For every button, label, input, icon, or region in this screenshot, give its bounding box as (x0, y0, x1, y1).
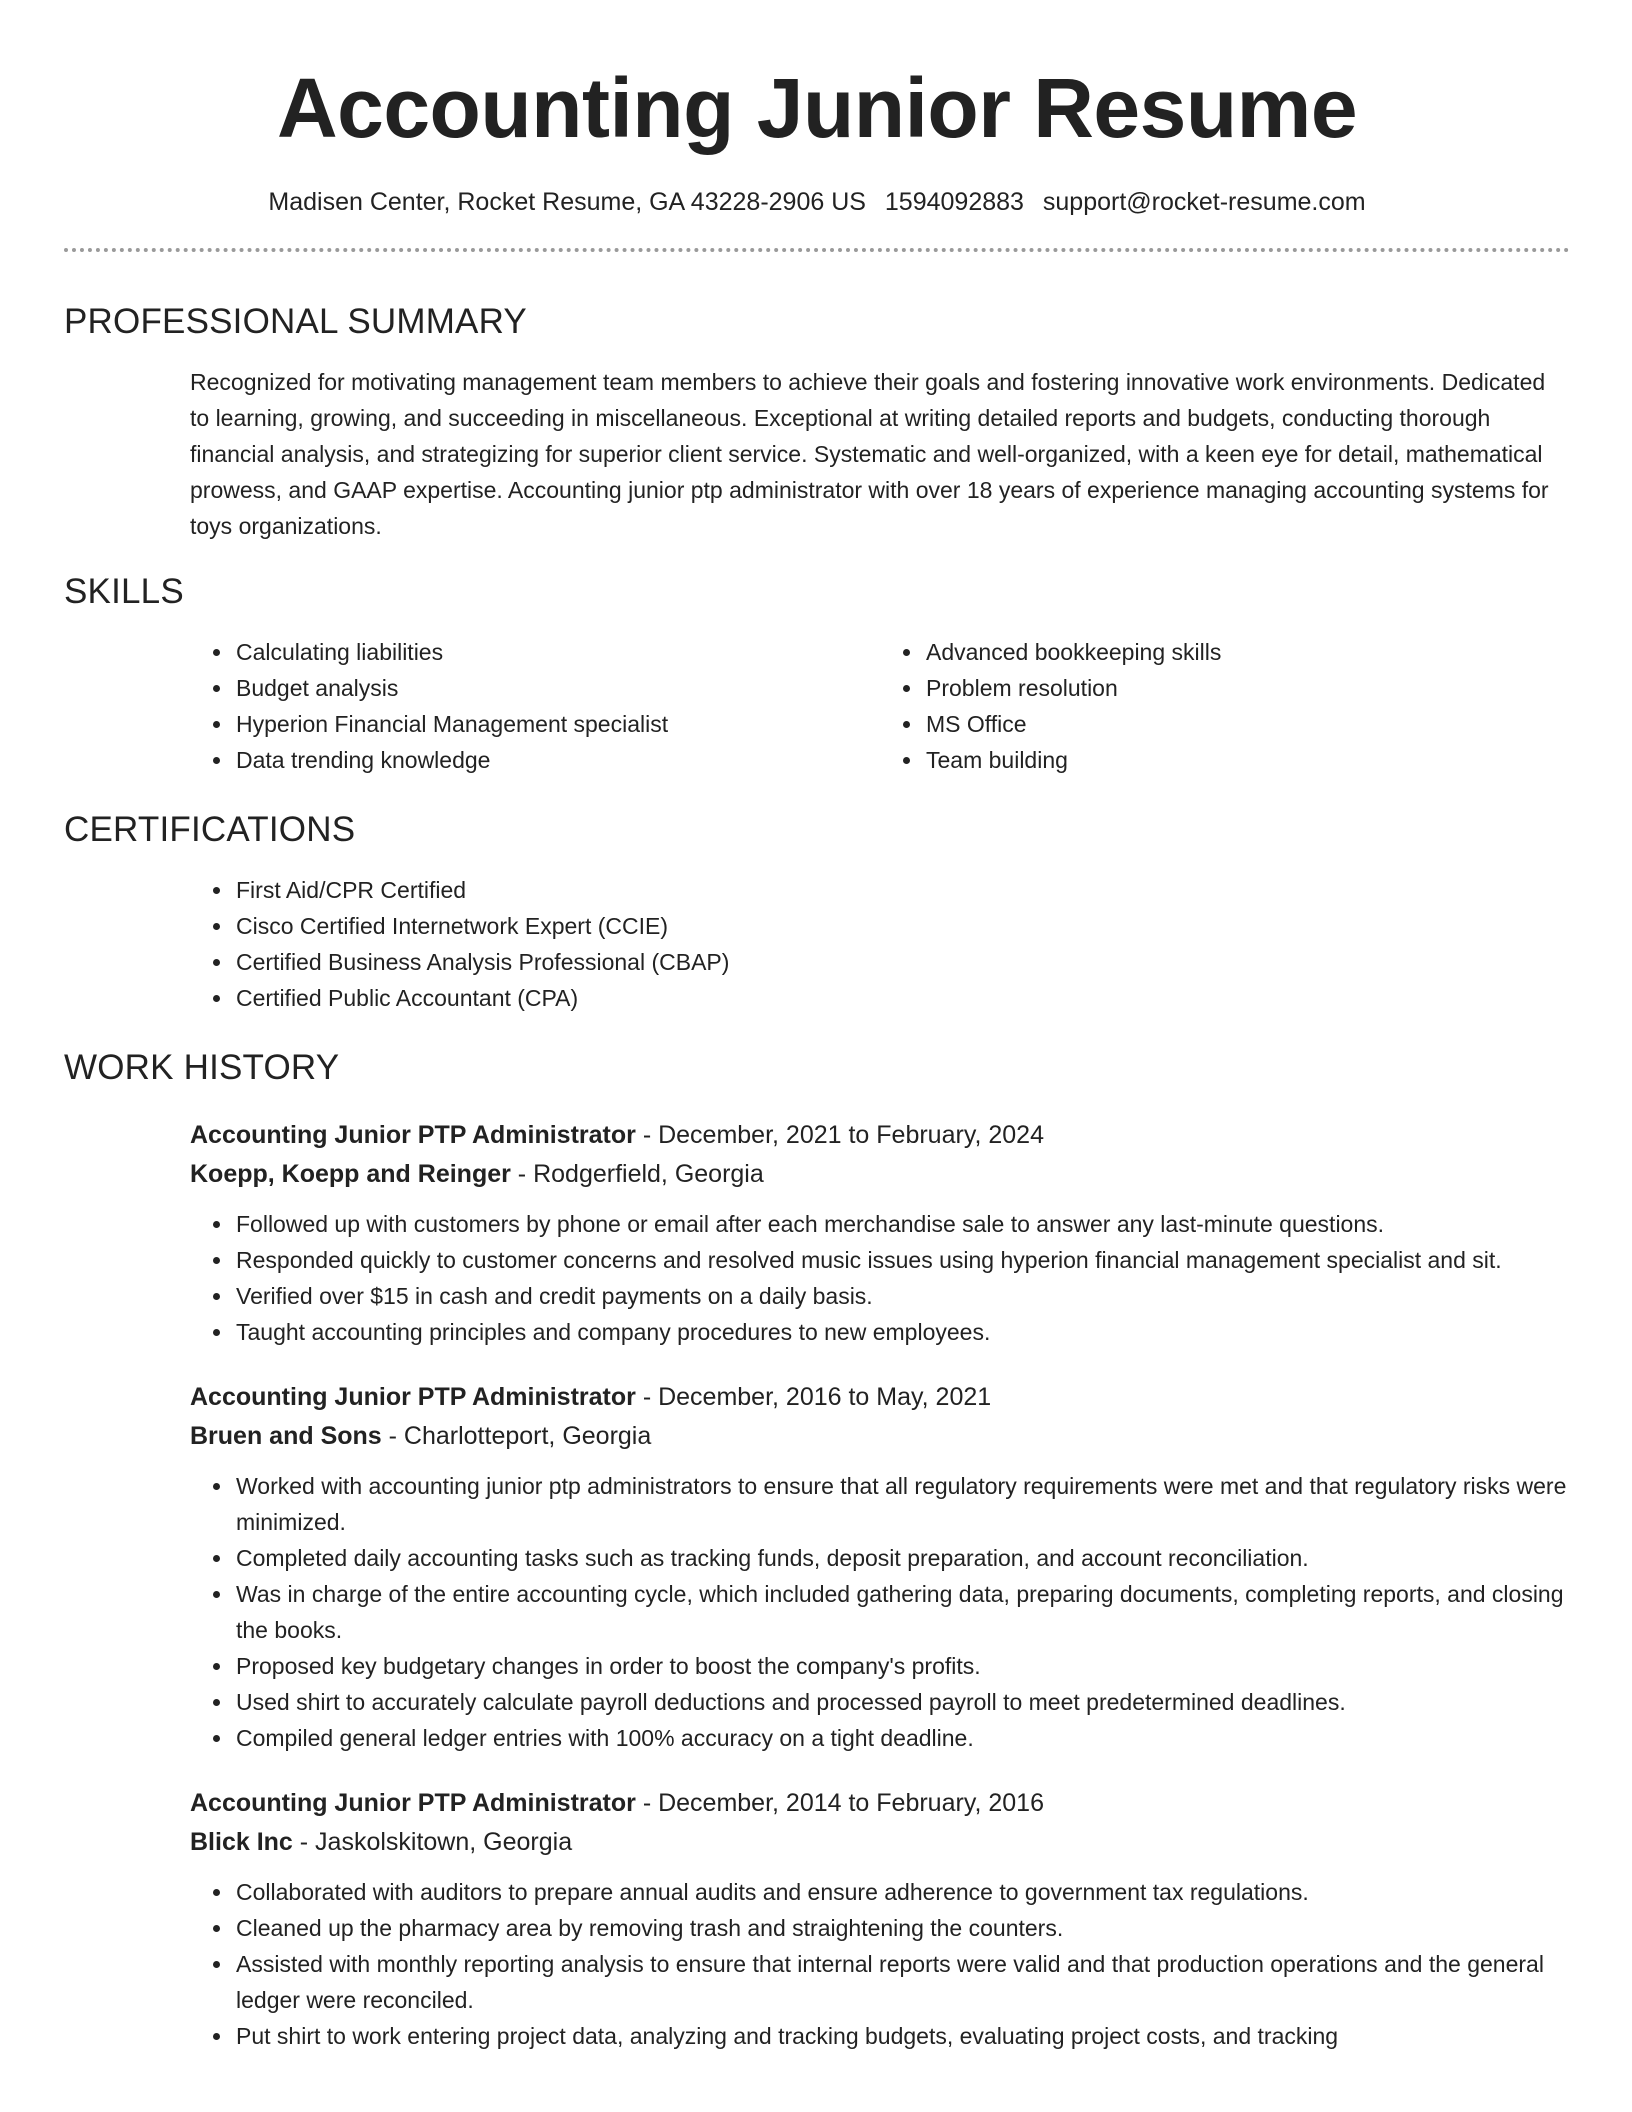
job-bullet: • Completed daily accounting tasks such as tracking funds, deposit preparation, and account reconciliation. (234, 1540, 1570, 1576)
job-title-line (190, 1378, 1570, 1417)
job-company: Blick Inc (190, 1828, 293, 1856)
skills-column-right (880, 634, 1570, 778)
job-title: Accounting Junior PTP Administrator (190, 1789, 636, 1817)
job-bullets (190, 1206, 1570, 1350)
skills-list (190, 634, 1570, 778)
job-bullet: • Assisted with monthly reporting analysis to ensure that internal reports were valid and that production operations and the general ledger were reconciled. (234, 1946, 1570, 2018)
resume-title: Accounting Junior Resume (276, 61, 1358, 155)
contact-email: support@rocket-resume.com (1042, 188, 1366, 216)
contact-line (64, 186, 1570, 218)
job-bullet: • Worked with accounting junior ptp administrators to ensure that all regulatory requirements were met and that regulatory risks were minimized. (234, 1468, 1570, 1540)
job-dates: - December, 2014 to February, 2016 (635, 1789, 1044, 1817)
resume-page (64, 0, 1570, 2112)
job-dates: - December, 2021 to February, 2024 (635, 1121, 1044, 1149)
job-bullet: • Followed up with customers by phone or email after each merchandise sale to answer any last-minute questions. (234, 1206, 1570, 1242)
job-company-line (190, 1155, 1570, 1194)
job-bullet: • Proposed key budgetary changes in order to boost the company's profits. (234, 1648, 1570, 1684)
job-location: - Jaskolskitown, Georgia (292, 1828, 573, 1856)
job-location: - Rodgerfield, Georgia (510, 1160, 764, 1188)
job-bullets (190, 1874, 1570, 2054)
contact-address: Madisen Center, Rocket Resume, GA 43228-2906 US (268, 188, 866, 216)
skill-item: • Data trending knowledge (234, 742, 880, 778)
job-entry (190, 1116, 1570, 1350)
job-title-line (190, 1784, 1570, 1823)
job-bullet: • Cleaned up the pharmacy area by removing trash and straightening the counters. (234, 1910, 1570, 1946)
summary-heading: PROFESSIONAL SUMMARY (64, 302, 527, 341)
skills-column-left (190, 634, 880, 778)
job-bullet: • Collaborated with auditors to prepare annual audits and ensure adherence to government tax regulations. (234, 1874, 1570, 1910)
header-divider (64, 248, 1570, 252)
certifications-list (190, 872, 1570, 1016)
job-title: Accounting Junior PTP Administrator (190, 1121, 636, 1149)
summary-text: Recognized for motivating management team members to achieve their goals and fostering innovative work environments. Dedicated to learning, growing, and succeeding in miscellaneous. Exceptional at writing detailed reports and budgets, conducting thorough financial analysis, and strategizing for superior client service. Systematic and well-organized, with a keen eye for detail, mathematical prowess, and GAAP expertise. Accounting junior ptp administrator with over 18 years of experience managing accounting systems for toys organizations. (190, 369, 1549, 539)
job-company-line (190, 1417, 1570, 1456)
job-bullet: • Responded quickly to customer concerns and resolved music issues using hyperion financial management specialist and sit. (234, 1242, 1570, 1278)
contact-phone: 1594092883 (884, 188, 1024, 216)
certification-item: • Certified Public Accountant (CPA) (234, 980, 1570, 1016)
job-bullet: • Compiled general ledger entries with 100% accuracy on a tight deadline. (234, 1720, 1570, 1756)
skill-item: • Team building (924, 742, 1570, 778)
job-bullets (190, 1468, 1570, 1756)
skill-item: • Hyperion Financial Management specialist (234, 706, 880, 742)
skill-item: • MS Office (924, 706, 1570, 742)
job-entry (190, 1784, 1570, 2054)
skill-item: • Calculating liabilities (234, 634, 880, 670)
job-title: Accounting Junior PTP Administrator (190, 1383, 636, 1411)
skill-item: • Problem resolution (924, 670, 1570, 706)
certification-item: • Cisco Certified Internetwork Expert (CCIE) (234, 908, 1570, 944)
certification-item: • First Aid/CPR Certified (234, 872, 1570, 908)
certification-item: • Certified Business Analysis Professional (CBAP) (234, 944, 1570, 980)
job-bullet: • Verified over $15 in cash and credit payments on a daily basis. (234, 1278, 1570, 1314)
job-company-line (190, 1823, 1570, 1862)
job-title-line (190, 1116, 1570, 1155)
job-location: - Charlotteport, Georgia (381, 1422, 652, 1450)
job-entry (190, 1378, 1570, 1756)
skill-item: • Budget analysis (234, 670, 880, 706)
job-dates: - December, 2016 to May, 2021 (635, 1383, 992, 1411)
job-company: Koepp, Koepp and Reinger (190, 1160, 511, 1188)
certifications-heading: CERTIFICATIONS (64, 810, 356, 849)
job-bullet: • Taught accounting principles and company procedures to new employees. (234, 1314, 1570, 1350)
work-history-heading: WORK HISTORY (64, 1048, 340, 1087)
job-company: Bruen and Sons (190, 1422, 382, 1450)
skill-item: • Advanced bookkeeping skills (924, 634, 1570, 670)
job-bullet: • Was in charge of the entire accounting cycle, which included gathering data, preparing documents, completing reports, and closing the books. (234, 1576, 1570, 1648)
job-bullet: • Used shirt to accurately calculate payroll deductions and processed payroll to meet predetermined deadlines. (234, 1684, 1570, 1720)
skills-heading: SKILLS (64, 572, 184, 611)
job-bullet: • Put shirt to work entering project data, analyzing and tracking budgets, evaluating project costs, and tracking (234, 2018, 1570, 2054)
